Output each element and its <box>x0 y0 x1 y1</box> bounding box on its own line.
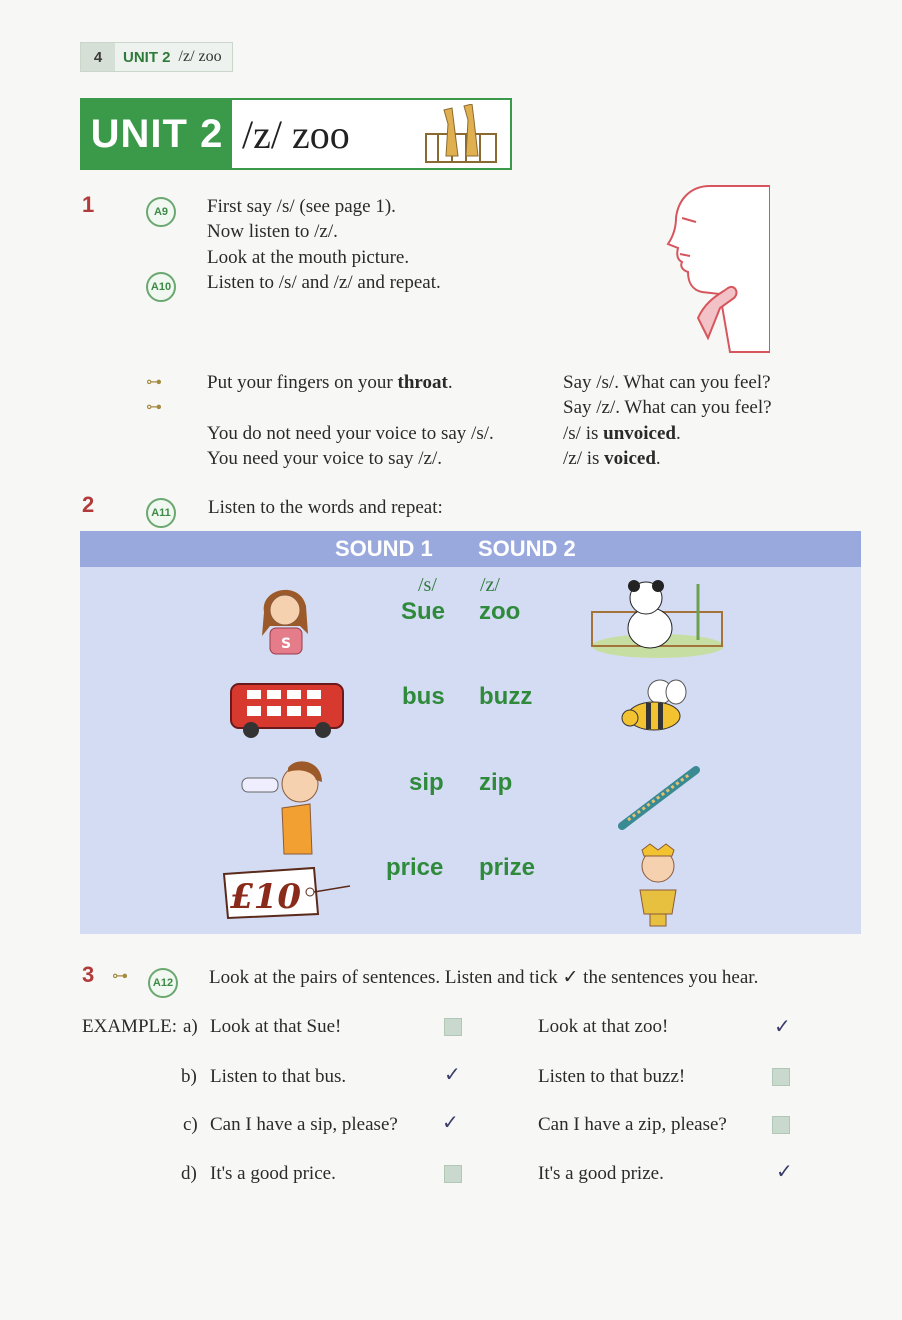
sentence-d-left: It's a good price. <box>210 1163 336 1184</box>
word-prize: prize <box>479 854 536 881</box>
mouth-picture <box>650 178 770 353</box>
tick-b-left[interactable]: ✓ <box>444 1062 461 1086</box>
bee-picture <box>614 678 706 736</box>
exercise-3-number: 3 <box>82 962 95 987</box>
sound-1-header: SOUND 1 <box>335 536 433 561</box>
price-tag-picture <box>222 866 352 920</box>
sound-panel <box>80 531 861 934</box>
word-zoo: zoo <box>479 598 521 625</box>
header-sound: /z/ zoo <box>178 48 222 65</box>
row-letter-c: c) <box>183 1114 198 1135</box>
word-buzz: buzz <box>479 683 533 710</box>
sound-2-header: SOUND 2 <box>478 536 576 561</box>
sentence-c-left: Can I have a sip, please? <box>210 1114 398 1135</box>
ex1-line-1: First say /s/ (see page 1). <box>207 196 396 217</box>
header-unit: UNIT 2 <box>123 48 171 66</box>
ex1-line-3: Look at the mouth picture. <box>207 247 410 268</box>
phoneme-z: /z/ <box>480 574 500 596</box>
ex3-instruction: Look at the pairs of sentences. Listen and tick ✓ the sentences you hear. <box>209 967 759 988</box>
word-price: price <box>386 854 444 881</box>
row-letter-d: d) <box>181 1163 197 1184</box>
checkbox-b-right[interactable] <box>772 1068 790 1086</box>
checkbox-a-left[interactable] <box>444 1018 462 1036</box>
row-letter-a: a) <box>183 1016 198 1037</box>
ex2-instruction: Listen to the words and repeat: <box>208 497 443 518</box>
girl-sue-picture <box>250 578 322 662</box>
audio-track-a11[interactable]: A11 <box>146 498 176 528</box>
word-bus: bus <box>402 683 445 710</box>
checkbox-c-right[interactable] <box>772 1116 790 1134</box>
sentence-d-right: It's a good prize. <box>538 1163 664 1184</box>
word-sue: Sue <box>401 598 446 625</box>
ex1-voice-no: You do not need your voice to say /s/. <box>207 423 494 444</box>
key-icon: ⊶ <box>146 397 162 416</box>
ex1-put-fingers: Put your fingers on your throat. <box>207 372 453 393</box>
ex1-unvoiced: /s/ is unvoiced. <box>563 423 681 444</box>
unit-title <box>80 98 512 170</box>
sound-panel-header <box>80 531 861 567</box>
exercise-2-number: 2 <box>82 492 95 517</box>
bus-picture <box>229 680 347 740</box>
ex1-line-4: Listen to /s/ and /z/ and repeat. <box>207 272 441 293</box>
tick-a-right[interactable]: ✓ <box>774 1014 791 1038</box>
key-icon: ⊶ <box>146 372 162 391</box>
ex1-line-2: Now listen to /z/. <box>207 221 338 242</box>
word-zip: zip <box>479 769 513 796</box>
example-label: EXAMPLE: <box>82 1016 177 1037</box>
page-number: 4 <box>81 43 115 71</box>
giraffe-icon <box>422 104 502 164</box>
audio-track-a10[interactable]: A10 <box>146 272 176 302</box>
audio-track-a9[interactable]: A9 <box>146 197 176 227</box>
exercise-1-number: 1 <box>82 192 95 217</box>
checkbox-d-left[interactable] <box>444 1165 462 1183</box>
ex1-say-z: Say /z/. What can you feel? <box>563 397 772 418</box>
ex1-say-s: Say /s/. What can you feel? <box>563 372 771 393</box>
word-sip: sip <box>409 769 444 796</box>
phoneme-s: /s/ <box>418 574 437 596</box>
tick-d-right[interactable]: ✓ <box>776 1159 793 1183</box>
svg-text:S: S <box>281 636 292 652</box>
page-header <box>80 42 233 72</box>
sentence-c-right: Can I have a zip, please? <box>538 1114 727 1135</box>
sentence-b-right: Listen to that buzz! <box>538 1066 686 1087</box>
audio-track-a12[interactable]: A12 <box>148 968 178 998</box>
ex1-voice-yes: You need your voice to say /z/. <box>207 448 443 469</box>
tick-c-left[interactable]: ✓ <box>442 1110 459 1134</box>
prize-boy-picture <box>624 840 694 930</box>
ex1-voiced: /z/ is voiced. <box>563 448 661 469</box>
panda-zoo-picture <box>588 578 728 660</box>
unit-title-label: UNIT 2 <box>82 100 232 168</box>
sentence-a-left: Look at that Sue! <box>210 1016 342 1037</box>
price-tag-text: £10 <box>230 877 301 917</box>
unit-title-sound: /z/ zoo <box>242 111 350 157</box>
row-letter-b: b) <box>181 1066 197 1087</box>
boy-drinking-picture <box>238 754 332 858</box>
sentence-b-left: Listen to that bus. <box>210 1066 347 1087</box>
sentence-a-right: Look at that zoo! <box>538 1016 669 1037</box>
key-icon: ⊶ <box>112 966 128 985</box>
zip-picture <box>618 764 702 832</box>
